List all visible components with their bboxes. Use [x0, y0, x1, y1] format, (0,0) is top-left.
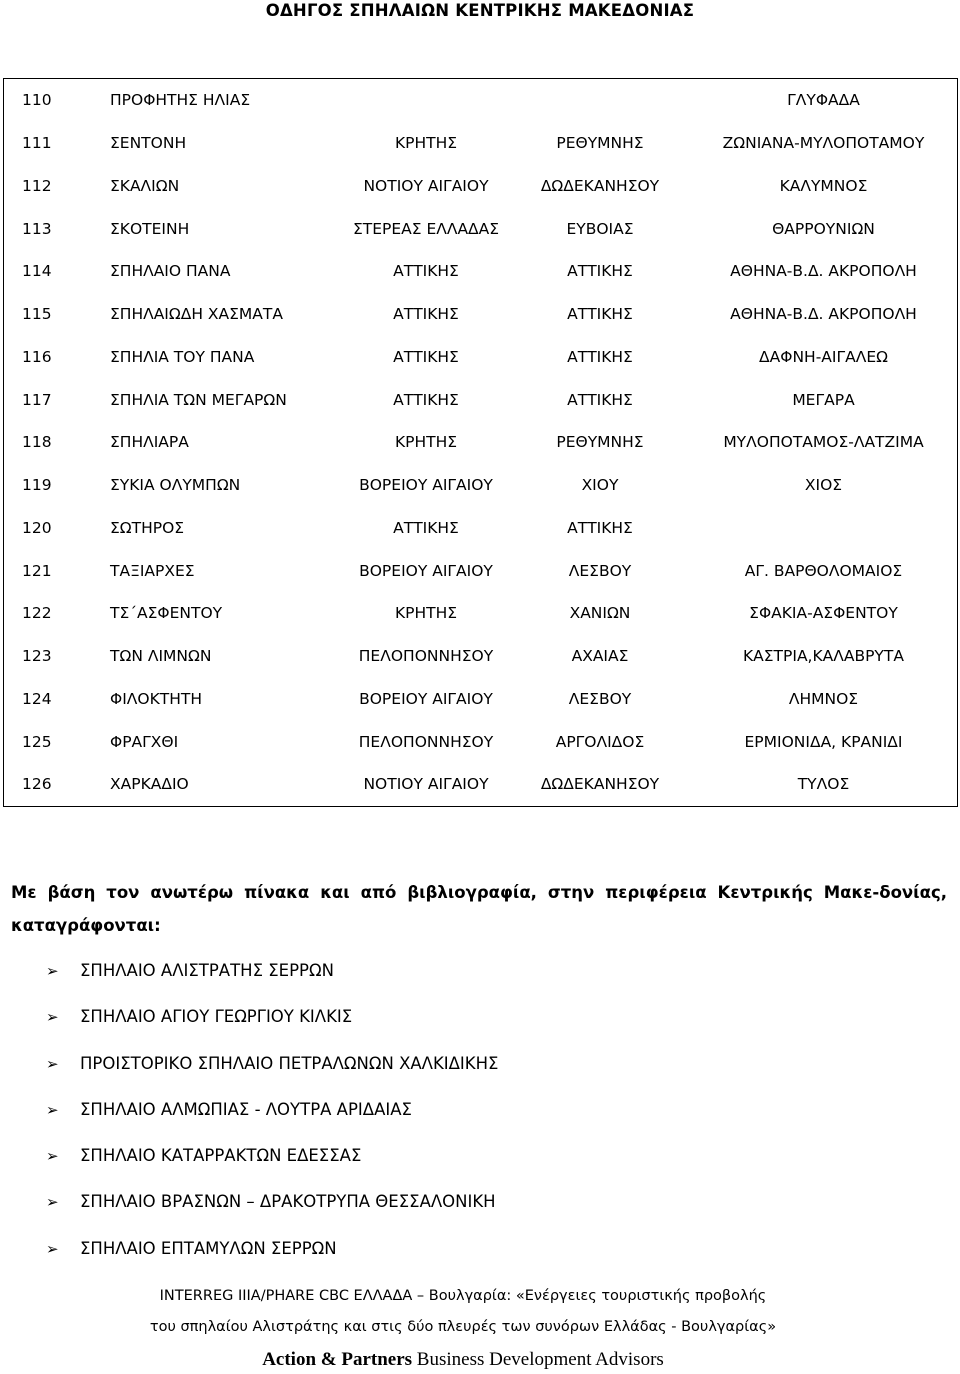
cell-prefecture: ΔΩΔΕΚΑΝΗΣΟΥ — [540, 176, 660, 195]
page-title: ΟΔΗΓΟΣ ΣΠΗΛΑΙΩΝ ΚΕΝΤΡΙΚΗΣ ΜΑΚΕΔΟΝΙΑΣ — [265, 1, 695, 20]
cell-location: ΧΙΟΣ — [690, 464, 958, 507]
cell-prefecture: ΧΑΝΙΩΝ — [569, 604, 631, 623]
cell-cave-name: ΣΠΗΛΙΑ ΤΩΝ ΜΕΓΑΡΩΝ — [110, 390, 287, 409]
cell-number: 125 — [4, 720, 97, 763]
arrow-bullet-icon: ➢ — [46, 1054, 59, 1073]
table-row — [4, 336, 958, 379]
cell-location: ΕΡΜΙΟΝΙΔΑ, ΚΡΑΝΙΔΙ — [690, 720, 958, 763]
arrow-bullet-icon: ➢ — [46, 1193, 59, 1212]
cell-prefecture: ΡΕΘΥΜΝΗΣ — [556, 134, 644, 153]
cell-number: 122 — [4, 592, 97, 635]
cell-location: ΔΑΦΝΗ-ΑΙΓΑΛΕΩ — [690, 336, 958, 379]
cell-region — [342, 79, 510, 122]
cell-prefecture: ΔΩΔΕΚΑΝΗΣΟΥ — [510, 763, 690, 806]
cell-location: ΑΘΗΝΑ-Β.Δ. ΑΚΡΟΠΟΛΗ — [690, 250, 958, 293]
cell-region: ΒΟΡΕΙΟΥ ΑΙΓΑΙΟΥ — [359, 689, 493, 708]
cell-location: ΛΗΜΝΟΣ — [690, 678, 958, 721]
cell-location: ΘΑΡΡΟΥΝΙΩΝ — [690, 207, 958, 250]
list-item-label: ΠΡΟΙΣΤΟΡΙΚΟ ΣΠΗΛΑΙΟ ΠΕΤΡΑΛΩΝΩΝ ΧΑΛΚΙΔΙΚΗΣ — [80, 1053, 499, 1073]
cell-number: 121 — [4, 549, 97, 592]
cell-number: 123 — [4, 635, 97, 678]
cell-prefecture: ΑΤΤΙΚΗΣ — [567, 390, 633, 409]
cell-prefecture: ΡΕΘΥΜΝΗΣ — [556, 433, 644, 452]
cell-cave-name: ΣΠΗΛΑΙΩΔΗ ΧΑΣΜΑΤΑ — [110, 305, 283, 324]
cell-cave-name: ΤΣ΄ΑΣΦΕΝΤΟΥ — [110, 604, 223, 623]
cell-cave-name: ΣΕΝΤΟΝΗ — [110, 134, 187, 153]
cell-region: ΑΤΤΙΚΗΣ — [393, 390, 459, 409]
cell-prefecture: ΕΥΒΟΙΑΣ — [566, 219, 634, 238]
cell-cave-name: ΦΙΛΟΚΤΗΤΗ — [110, 689, 202, 708]
summary-paragraph: Με βάση τον ανωτέρω πίνακα και από βιβλιογραφία, στην περιφέρεια Κεντρικής Μακε-δονίας, καταγράφονται: — [11, 883, 947, 935]
cell-location: ΚΑΛΥΜΝΟΣ — [690, 165, 958, 208]
arrow-bullet-icon: ➢ — [46, 962, 59, 980]
cell-number: 111 — [4, 122, 97, 165]
cell-prefecture: ΧΙΟΥ — [581, 476, 619, 495]
cell-number: 126 — [4, 763, 97, 806]
cell-cave-name: ΣΚΑΛΙΩΝ — [110, 176, 180, 195]
cell-cave-name: ΣΠΗΛΙΑ ΤΟΥ ΠΑΝΑ — [110, 347, 255, 366]
cell-cave-name: ΦΡΑΓΧΘΙ — [110, 732, 179, 751]
list-item-label: ΣΠΗΛΑΙΟ ΒΡΑΣΝΩΝ – ΔΡΑΚΟΤΡΥΠΑ ΘΕΣΣΑΛΟΝΙΚΗ — [80, 1192, 496, 1212]
table-row — [4, 79, 958, 122]
cell-region: ΑΤΤΙΚΗΣ — [393, 305, 459, 324]
cell-prefecture: ΑΤΤΙΚΗΣ — [567, 347, 633, 366]
table-row — [4, 507, 958, 550]
cell-cave-name: ΣΚΟΤΕΙΝΗ — [110, 219, 190, 238]
list-item-label: ΣΠΗΛΑΙΟ ΕΠΤΑΜΥΛΩΝ ΣΕΡΡΩΝ — [80, 1238, 337, 1258]
list-item — [0, 1184, 498, 1230]
table-row — [4, 678, 958, 721]
cell-location: ΚΑΣΤΡΙΑ,ΚΑΛΑΒΡΥΤΑ — [690, 635, 958, 678]
cell-location — [690, 507, 958, 550]
cell-prefecture: ΑΡΓΟΛΙΔΟΣ — [555, 732, 645, 751]
table-row — [4, 763, 958, 806]
table-row — [4, 421, 958, 464]
list-item-label: ΣΠΗΛΑΙΟ ΑΛΜΩΠΙΑΣ - ΛΟΥΤΡΑ ΑΡΙΔΑΙΑΣ — [80, 1099, 412, 1119]
cell-prefecture: ΛΕΣΒΟΥ — [568, 561, 632, 580]
caves-table — [3, 78, 958, 807]
cell-number: 114 — [4, 250, 97, 293]
cell-cave-name: ΧΑΡΚΑΔΙΟ — [96, 763, 342, 806]
cell-location: ΜΥΛΟΠΟΤΑΜΟΣ-ΛΑΤΖΙΜΑ — [690, 421, 958, 464]
cell-region: ΠΕΛΟΠΟΝΝΗΣΟΥ — [358, 647, 494, 666]
cell-cave-name: ΣΩΤΗΡΟΣ — [110, 518, 185, 537]
cell-region: ΝΟΤΙΟΥ ΑΙΓΑΙΟΥ — [363, 176, 489, 195]
cell-region: ΑΤΤΙΚΗΣ — [393, 347, 459, 366]
table-row — [4, 720, 958, 763]
cell-location: ΑΓ. ΒΑΡΘΟΛΟΜΑΙΟΣ — [690, 549, 958, 592]
cell-number: 118 — [4, 421, 97, 464]
cell-region: ΒΟΡΕΙΟΥ ΑΙΓΑΙΟΥ — [359, 476, 493, 495]
list-item-label: ΣΠΗΛΑΙΟ ΑΓΙΟΥ ΓΕΩΡΓΙΟΥ ΚΙΛΚΙΣ — [80, 1007, 353, 1027]
table-row — [4, 207, 958, 250]
central-macedonia-caves-list — [0, 953, 498, 1277]
cell-prefecture: ΑΤΤΙΚΗΣ — [567, 305, 633, 324]
cell-location: ΣΦΑΚΙΑ-ΑΣΦΕΝΤΟΥ — [690, 592, 958, 635]
table-row — [4, 549, 958, 592]
cell-region: ΚΡΗΤΗΣ — [394, 433, 458, 452]
cell-region: ΚΡΗΤΗΣ — [394, 134, 458, 153]
cell-number: 117 — [4, 378, 97, 421]
table-row — [4, 293, 958, 336]
table-row — [4, 635, 958, 678]
cell-location: ΤΥΛΟΣ — [690, 763, 958, 806]
cell-location: ΓΛΥΦΑΔΑ — [690, 79, 958, 122]
cell-region: ΠΕΛΟΠΟΝΝΗΣΟΥ — [358, 732, 494, 751]
cell-cave-name: ΣΠΗΛΑΙΟ ΠΑΝΑ — [110, 262, 231, 281]
cell-cave-name: ΣΥΚΙΑ ΟΛΥΜΠΩΝ — [110, 476, 241, 495]
list-item — [0, 1046, 498, 1092]
cell-number: 124 — [4, 678, 97, 721]
arrow-bullet-icon: ➢ — [46, 1008, 59, 1027]
table-row — [4, 250, 958, 293]
cell-number: 113 — [4, 207, 97, 250]
cell-region: ΑΤΤΙΚΗΣ — [393, 518, 459, 537]
footer-brand-name: Action & Partners — [262, 1349, 413, 1370]
footer-brand-tagline: Business Development Advisors — [412, 1349, 664, 1370]
cell-region: ΣΤΕΡΕΑΣ ΕΛΛΑΔΑΣ — [352, 219, 500, 238]
cell-cave-name: ΤΑΞΙΑΡΧΕΣ — [110, 561, 195, 580]
cell-cave-name: ΣΠΗΛΙΑΡΑ — [110, 433, 189, 452]
cell-region: ΝΟΤΙΟΥ ΑΙΓΑΙΟΥ — [342, 763, 510, 806]
table-row — [4, 165, 958, 208]
cell-prefecture — [510, 79, 690, 122]
cell-prefecture: ΛΕΣΒΟΥ — [568, 689, 632, 708]
cell-number: 120 — [4, 507, 97, 550]
cell-number: 119 — [4, 464, 97, 507]
table-row — [4, 592, 958, 635]
cell-prefecture: ΑΤΤΙΚΗΣ — [567, 262, 633, 281]
cell-region: ΒΟΡΕΙΟΥ ΑΙΓΑΙΟΥ — [359, 561, 493, 580]
cell-prefecture: ΑΤΤΙΚΗΣ — [567, 518, 633, 537]
arrow-bullet-icon: ➢ — [46, 1239, 59, 1258]
list-item — [0, 1092, 498, 1138]
cell-cave-name: ΠΡΟΦΗΤΗΣ ΗΛΙΑΣ — [96, 79, 342, 122]
list-item-label: ΣΠΗΛΑΙΟ ΚΑΤΑΡΡΑΚΤΩΝ ΕΔΕΣΣΑΣ — [80, 1146, 362, 1166]
arrow-bullet-icon: ➢ — [46, 1147, 59, 1166]
list-item-label: ΣΠΗΛΑΙΟ ΑΛΙΣΤΡΑΤΗΣ ΣΕΡΡΩΝ — [80, 961, 334, 980]
list-item — [0, 953, 498, 999]
cell-cave-name: ΤΩΝ ΛΙΜΝΩΝ — [110, 647, 212, 666]
list-item — [0, 999, 498, 1045]
cell-region: ΚΡΗΤΗΣ — [394, 604, 458, 623]
footer-project-line: του σπηλαίου Αλιστράτης και στις δύο πλευρές των συνόρων Ελλάδας - Βουλγαρίας» — [149, 1319, 777, 1335]
footer-program-line: INTERREG IIIA/PHARE CBC ΕΛΛΑΔΑ – Βουλγαρία: «Ενέργειες τουριστικής προβολής — [159, 1288, 767, 1304]
cell-number: 115 — [4, 293, 97, 336]
cell-location: ΖΩΝΙΑΝΑ-ΜΥΛΟΠΟΤΑΜΟΥ — [690, 122, 958, 165]
cell-number: 112 — [4, 165, 97, 208]
list-item — [0, 1138, 498, 1184]
cell-region: ΑΤΤΙΚΗΣ — [393, 262, 459, 281]
footer-brand — [0, 1347, 926, 1373]
table-row — [4, 378, 958, 421]
table-row — [4, 464, 958, 507]
cell-location: ΑΘΗΝΑ-Β.Δ. ΑΚΡΟΠΟΛΗ — [690, 293, 958, 336]
cell-number: 116 — [4, 336, 97, 379]
cell-location: ΜΕΓΑΡΑ — [690, 378, 958, 421]
caves-table-body — [4, 79, 958, 807]
cell-number: 110 — [4, 79, 97, 122]
arrow-bullet-icon: ➢ — [46, 1100, 59, 1119]
list-item — [0, 1231, 498, 1277]
cell-prefecture: ΑΧΑΙΑΣ — [571, 647, 629, 666]
table-row — [4, 122, 958, 165]
